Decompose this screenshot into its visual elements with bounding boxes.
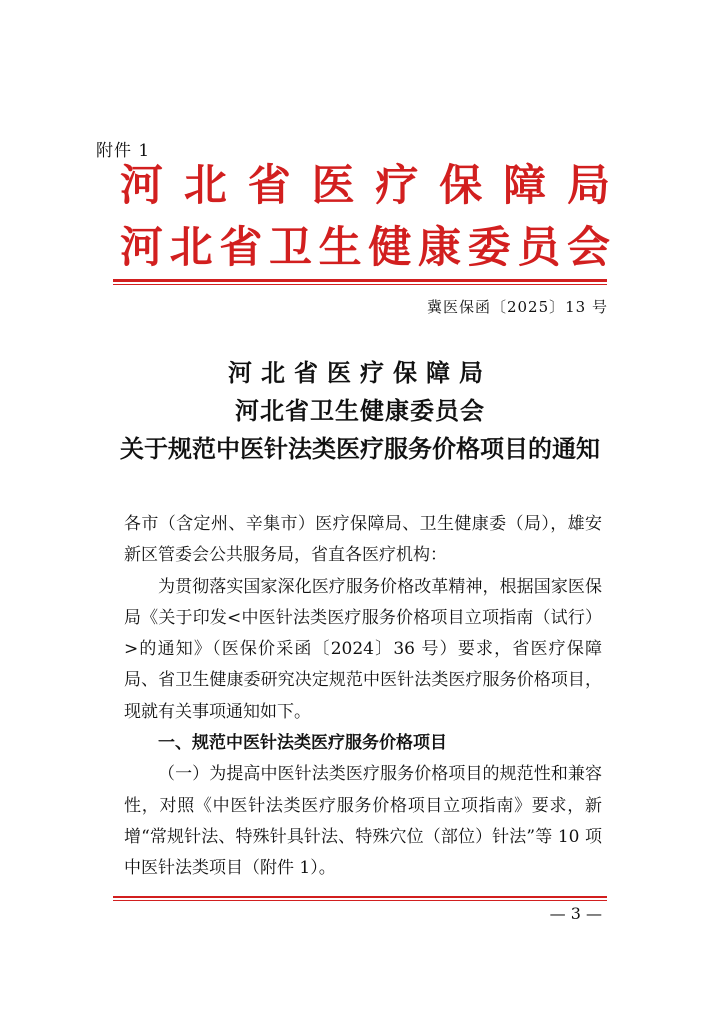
header-red-rule-thick (113, 279, 607, 282)
attachment-label: 附件 1 (96, 141, 151, 161)
footer-red-rule-thin (113, 900, 607, 901)
issuer-header-line-2: 河北省卫生健康委员会 (120, 223, 610, 273)
issuer-header-line-1: 河北省医疗保障局 (120, 161, 610, 211)
body-paragraph-1: 为贯彻落实国家深化医疗服务价格改革精神，根据国家医保局《关于印发<中医针法类医疗服务价格项目立项指南（试行）>的通知》（医保价采函〔2024〕36 号）要求，省医疗保障局、省卫生健康委研究决定规范中医针法类医疗服务价格项目，现就有关事项通知如下。 (124, 576, 602, 722)
salutation: 各市（含定州、辛集市）医疗保障局、卫生健康委（局），雄安新区管委会公共服务局，省直各医疗机构： (124, 514, 602, 566)
footer-red-rule-thick (113, 896, 607, 898)
document-body (124, 509, 602, 885)
body-paragraph-2: （一）为提高中医针法类医疗服务价格项目的规范性和兼容性，对照《中医针法类医疗服务价格项目立项指南》要求，新增“常规针法、特殊针具针法、特殊穴位（部位）针法”等 10 项中医针法类项目（附件 1）。 (124, 764, 602, 879)
section-1-heading: 一、规范中医针法类医疗服务价格项目 (158, 733, 447, 754)
header-red-rule-thin (113, 284, 607, 285)
title-line-3: 关于规范中医针法类医疗服务价格项目的通知 (120, 434, 600, 463)
document-number: 冀医保函〔2025〕13 号 (426, 298, 608, 316)
page-number: — 3 — (549, 904, 602, 923)
title-line-2: 河北省卫生健康委员会 (235, 396, 485, 425)
title-line-1: 河北省医疗保障局 (228, 358, 492, 387)
document-title (80, 354, 640, 468)
